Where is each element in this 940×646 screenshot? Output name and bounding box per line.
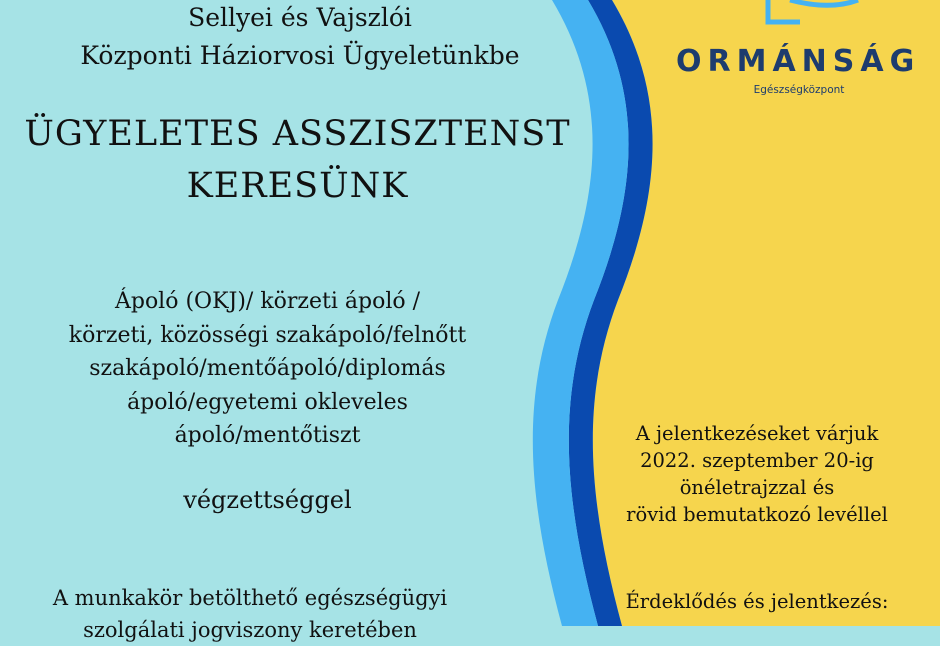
qualification-line: Ápoló (OKJ)/ körzeti ápoló / <box>114 289 421 314</box>
brand-tagline: Egészségközpont <box>753 84 845 96</box>
qualification-line: ápoló/mentőtiszt <box>174 423 361 448</box>
qualification-line: körzeti, közösségi szakápoló/felnőtt <box>68 322 467 348</box>
job-description <box>0 582 500 646</box>
application-info <box>582 420 932 528</box>
heading-line-2: Központi Háziorvosi Ügyeletünkbe <box>80 41 520 70</box>
application-line: A jelentkezéseket várjuk <box>635 422 879 445</box>
headline-line-2: KERESÜNK <box>186 166 409 206</box>
job-line-2: szolgálati jogviszony keretében <box>83 618 417 642</box>
heading-line-1: Sellyei és Vajszlói <box>188 3 412 32</box>
application-line: rövid bemutatkozó levéllel <box>626 503 888 526</box>
qualifications-list <box>0 285 535 453</box>
qualification-line: ápoló/egyetemi okleveles <box>127 389 408 415</box>
job-line-1: A munkakör betölthető egészségügyi <box>52 586 448 610</box>
education-text: végzettséggel <box>183 486 352 514</box>
application-line: 2022. szeptember 20-ig <box>640 449 874 472</box>
headline-line-1: ÜGYELETES ASSZISZTENST <box>24 114 571 154</box>
contact-heading: Érdeklődés és jelentkezés: <box>625 590 889 613</box>
qualification-line: szakápoló/mentőápoló/diplomás <box>89 356 446 381</box>
brand-name: ORMÁNSÁG <box>676 44 921 79</box>
application-line: önéletrajzzal és <box>679 476 835 499</box>
